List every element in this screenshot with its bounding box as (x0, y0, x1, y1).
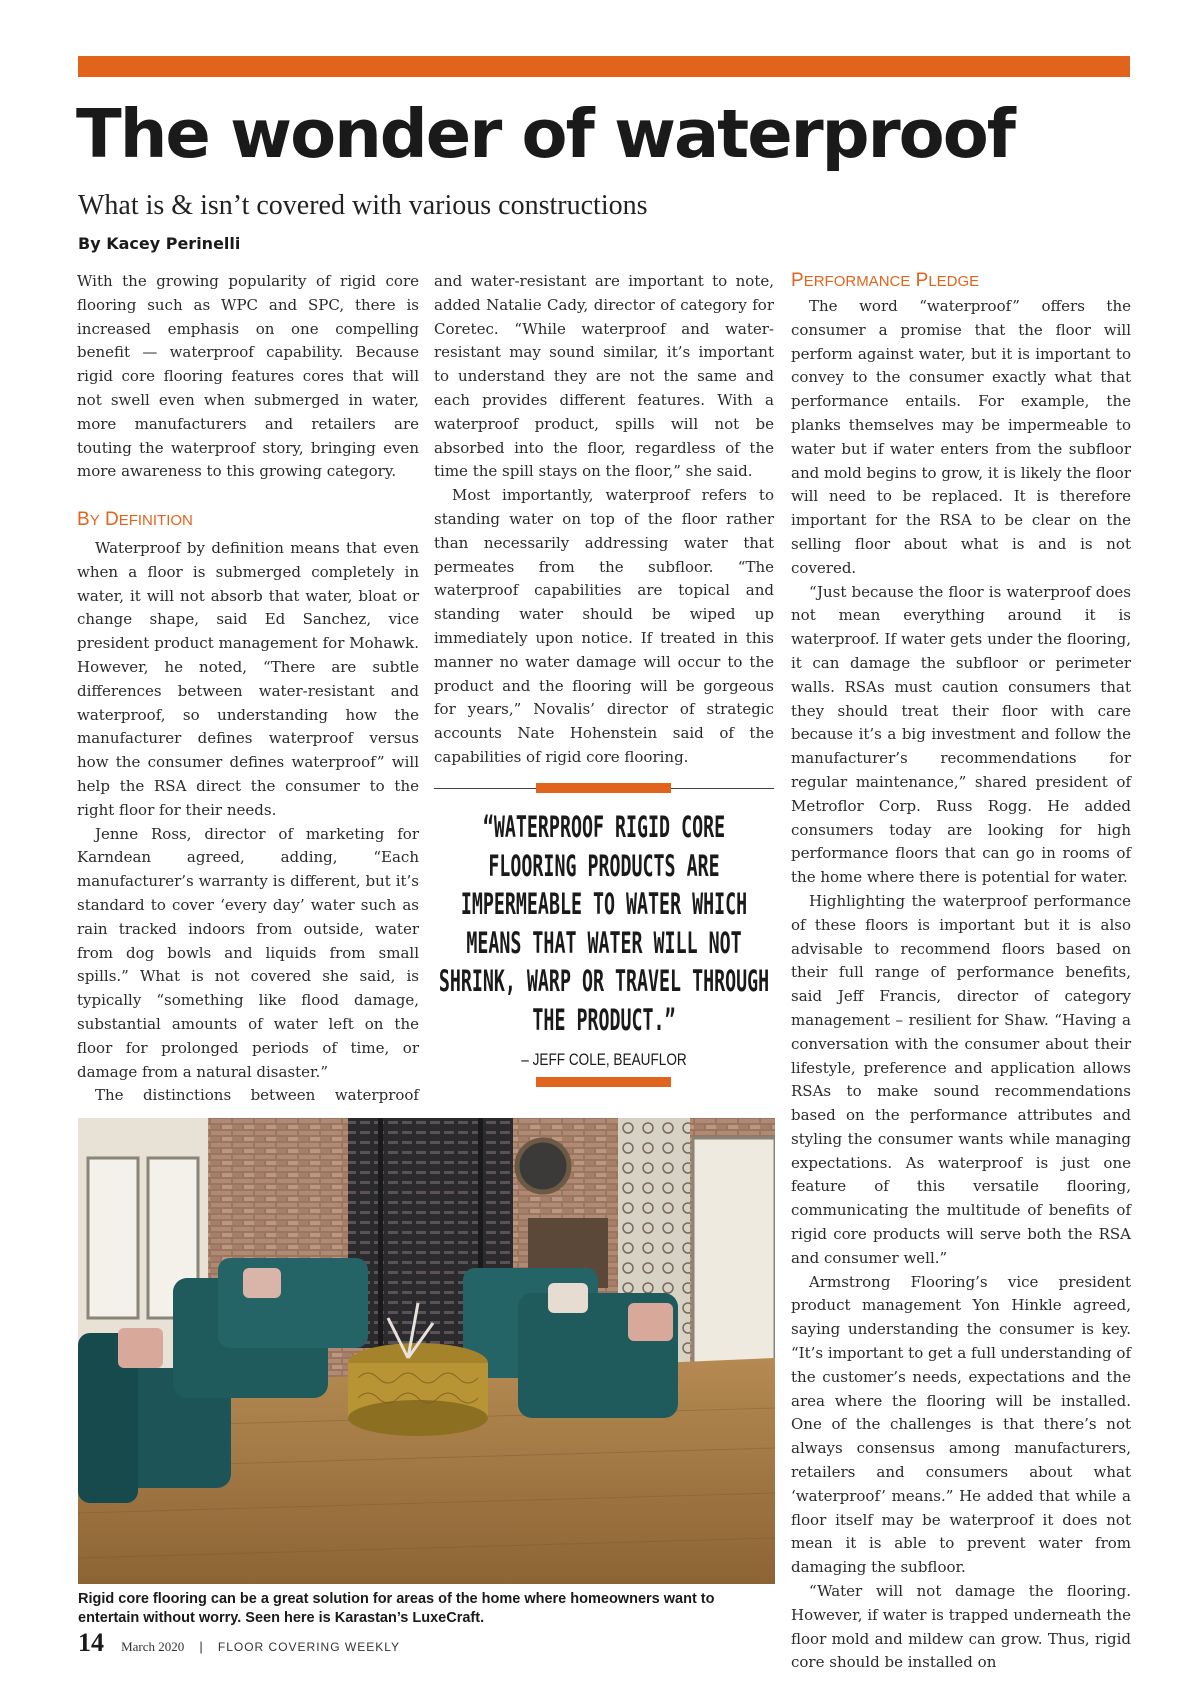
paragraph: Waterproof by definition means that even when a floor is submerged completely in water, it will not absorb that water, bloat or change shape, said Ed Sanchez, vice president product management for Mohawk. However, he noted, “There are subtle differences between water-resistant and waterproof, so understanding how the manufacturer defines waterproof versus how the consumer defines waterproof” will help the RSA direct the consumer to the right floor for their needs. (77, 539, 419, 819)
subhead-initial: B (77, 509, 90, 530)
subhead-by-definition (77, 508, 193, 533)
paragraph: Armstrong Flooring’s vice president product management Yon Hinkle agreed, saying understanding the consumer is key. “It’s important to get a full understanding of the customer’s needs, expectations and the area where the flooring will be installed. One of the challenges is that there’s not always consensus among manufacturers, retailers and consumers about what ‘waterproof’ means.” He added that while a floor itself may be waterproof it does not mean it is able to prevent water from damaging the subfloor. (791, 1272, 1131, 1577)
subhead-rest: ERFORMANCE (803, 273, 911, 290)
article-photo (78, 1118, 775, 1584)
column-1-continued (77, 537, 419, 1108)
byline: By Kacey Perinelli (78, 234, 241, 253)
paragraph: Highlighting the waterproof performance of these floors is important but it is also advisable to recommend floors based on their full range of performance benefits, said Jeff Francis, director of category management – resilient for Shaw. “Having a conversation with the consumer about their lifestyle, preference and application allows RSAs to make sound recommendations based on the performance attributes and styling the consumer wants while managing expectations. As waterproof is just one feature of this versatile flooring, communicating the multitude of benefits of rigid core products will serve both the RSA and consumer well.” (791, 891, 1131, 1267)
subhead-rest-2: EFINITION (118, 512, 193, 529)
pullquote-bottom-bar (536, 1077, 671, 1087)
paragraph: and water-resistant are important to note, added Natalie Cady, director of category for Coretec. “While waterproof and water-resistant may sound similar, it’s important to understand they are not the same and each provides different features. With a waterproof product, spills will not be absorbed into the floor, regardless of the time the spill stays on the floor,” she said. (434, 272, 774, 481)
pullquote-attribution: – JEFF COLE, BEAUFLOR (521, 1050, 687, 1069)
paragraph: The distinctions between waterproof (95, 1086, 419, 1105)
subhead-initial: P (791, 270, 804, 291)
subhead-rest: Y (89, 512, 100, 529)
living-room-illustration (78, 1118, 775, 1584)
pullquote-top-bar (536, 783, 671, 793)
subhead-initial-2: D (104, 509, 119, 530)
paragraph: Most importantly, waterproof refers to standing water on top of the floor rather than necessarily addressing water that permeates from the subfloor. “The waterproof capabilities are topical and standing water should be wiped up immediately upon notice. If treated in this manner no water damage will occur to the product and the flooring will be gorgeous for years,” Novalis’ director of strategic accounts Nate Hohenstein said of the capabilities of rigid core flooring. (434, 486, 774, 766)
column-3 (791, 295, 1131, 1675)
paragraph: “Just because the floor is waterproof does not mean everything around it is waterproof. If water gets under the flooring, it can damage the subfloor or perimeter walls. RSAs must caution consumers that they should treat their floor with care because it’s a big investment and follow the manufacturer’s recommendations for regular maintenance,” shared president of Metroflor Corp. Russ Rogg. He added consumers today are looking for high performance floors that can go in rooms of the home where there is potential for water. (791, 582, 1131, 887)
photo-caption: Rigid core flooring can be a great solution for areas of the home where homeowners want to entertain without worry. Seen here is Karastan’s LuxeCraft. (78, 1591, 715, 1626)
issue-date: March 2020 (121, 1639, 185, 1654)
pullquote-text: “WATERPROOF RIGID CORE FLOORING PRODUCTS ARE IMPERMEABLE TO WATER WHICH MEANS THAT WATER WILL NOT SHRINK, WARP OR TRAVEL THROUGH THE PRODUCT.” (438, 810, 770, 1037)
subhead-rest-2: LEDGE (928, 273, 980, 290)
column-2 (434, 270, 774, 770)
magazine-name: FLOOR COVERING WEEKLY (217, 1640, 400, 1654)
footer-separator: | (199, 1639, 203, 1654)
page-number: 14 (78, 1628, 104, 1657)
page-footer (78, 1628, 400, 1658)
top-accent-bar (78, 56, 1130, 77)
article-subtitle: What is & isn’t covered with various constructions (78, 190, 648, 221)
paragraph: The word “waterproof” offers the consumer a promise that the floor will perform against water, but it is important to convey to the consumer exactly what that performance entails. For example, the planks themselves may be impermeable to water but if water enters from the subfloor and mold begins to grow, it is likely the floor will need to be replaced. It is therefore important for the RSA to be clear on the selling floor about what is and is not covered. (791, 297, 1131, 577)
paragraph-intro: With the growing popularity of rigid core flooring such as WPC and SPC, there is increased emphasis on one compelling benefit — waterproof capability. Because rigid core flooring features cores that will not swell even when submerged in water, more manufacturers and retailers are touting the waterproof story, bringing even more awareness to this growing category. (77, 272, 419, 481)
paragraph: “Water will not damage the flooring. However, if water is trapped underneath the floor mold and mildew can grow. Thus, rigid core should be installed on (791, 1582, 1131, 1672)
paragraph: Jenne Ross, director of marketing for Karndean agreed, adding, “Each manufacturer’s warranty is different, but it’s standard to cover ‘every day’ water such as rain tracked indoors from outside, water from dog bowls and liquids from small spills.” What is not covered she said, is typically “something like flood damage, substantial amounts of water left on the floor for prolonged periods of time, or damage from a natural disaster.” (77, 824, 419, 1081)
subhead-performance-pledge (791, 269, 979, 294)
column-1 (77, 270, 419, 484)
article-title: The wonder of waterproof (76, 95, 1014, 173)
subhead-initial-2: P (915, 270, 929, 291)
